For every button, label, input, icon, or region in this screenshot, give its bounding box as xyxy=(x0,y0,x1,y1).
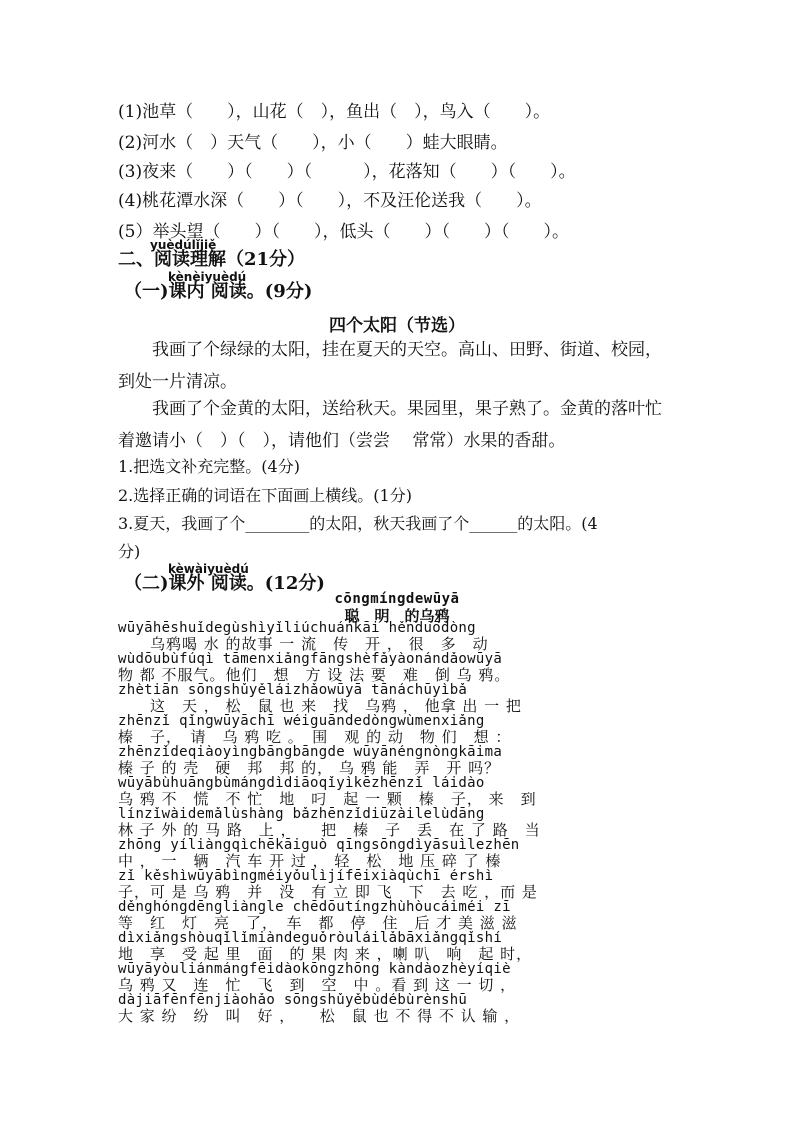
fill-item-3: (3)夜来（ ）（ ）（ ），花落知（ ）（ ）。 xyxy=(118,162,576,182)
story-text-row: 等 红 灯 亮 了， 车 都 停 住 后 才 美 滋 滋 xyxy=(118,915,518,931)
story-pinyin-row: línzǐwàidemǎlùshàng bǎzhēnzǐdiūzàilelùdāng xyxy=(118,807,485,822)
story-pinyin-row: zhēnzǐ qǐngwūyāchī wéiguāndedòngwùmenxiǎng xyxy=(118,714,485,729)
story-text-row: 榛 子 的 壳 硬 邦 邦 的， 乌 鸦 能 弄 开 吗？ xyxy=(118,760,501,776)
story-pinyin-row: zhōng yíliàngqìchēkāiguò qīngsōngdìyāsuìlezhēn xyxy=(118,838,520,853)
story-text-row: 大 家 纷 纷 叫 好 ， 松 鼠 也 不 得 不 认 输 ， xyxy=(118,1008,521,1024)
story-title: 聪 明 的乌鸦 xyxy=(344,607,450,625)
fill-item-2: (2)河水（ ）天气（ ），小（ ）蛙大眼睛。 xyxy=(118,133,508,153)
fill-item-1: (1)池草（ ），山花（ ），鱼出（ ），鸟入（ ）。 xyxy=(118,102,551,122)
question-3-continued: 分) xyxy=(118,542,141,561)
story-text-row: 乌 鸦 又 连 忙 飞 到 空 中 。看 到 这 一 切 ， xyxy=(118,977,517,993)
story-body xyxy=(118,621,678,1024)
story-title-pinyin: cōngmíngdewūyā xyxy=(334,591,460,607)
story-text-row: 林 子 外 的 马 路 上 ， 把 榛 子 丢 在 了 路 当 xyxy=(118,822,541,838)
question-2: 2.选择正确的词语在下面画上横线。(1分) xyxy=(118,486,412,505)
story-pinyin-row: dàjiāfēnfēnjiàohǎo sōngshǔyěbùdébùrènshū xyxy=(118,993,468,1008)
story-text-row: 这 天 ， 松 鼠 也 来 找 乌鸦 ， 他拿 出 一 把 xyxy=(118,698,522,714)
sub2-heading: （二)课外 阅读。(12分) xyxy=(124,573,325,594)
story-pinyin-row: wūyābùhuāngbùmángdìdiāoqǐyìkēzhēnzǐ láidào xyxy=(118,776,485,791)
story-text-row: 乌鸦喝 水 的故事 一 流 传 开 ， 很 多 动 xyxy=(118,636,489,652)
question-3: 3.夏天，我画了个________的太阳，秋天我画了个______的太阳。(4 xyxy=(118,514,598,533)
sub1-pinyin: kènèiyuèdú xyxy=(168,270,247,284)
story-pinyin-row: wùdōubùfúqì tāmenxiǎngfāngshèfǎyàonándǎowūyā xyxy=(118,652,503,667)
sub1-heading: （一)课内 阅读。(9分) xyxy=(124,281,313,302)
passage1-paragraph-1: 我画了个绿绿的太阳，挂在夏天的天空。高山、田野、街道、校园，到处一片清凉。 xyxy=(118,340,662,392)
story-pinyin-row: zhēnzǐdeqiàoyìngbāngbāngde wūyānéngnòngkāima xyxy=(118,745,503,760)
story-text-row: 物 都 不服气。他们 想 方 设 法 要 难 倒 乌 鸦。 xyxy=(118,667,511,683)
story-pinyin-row: wūyāhēshuǐdegùshìyǐliúchuánkāi hěnduōdòng xyxy=(118,621,476,636)
section2-pinyin: yuèdúlǐjiě xyxy=(150,238,217,252)
story-pinyin-row: dìxiǎngshòuqǐlǐmiàndeguǒròuláilǎbāxiǎngqǐshí xyxy=(118,931,503,946)
sub2-pinyin: kèwàiyuèdú xyxy=(168,562,249,576)
story-pinyin-row: zǐ kěshìwūyābìngméiyǒulìjífēixiàqùchī érshì xyxy=(118,869,494,884)
fill-item-4: (4)桃花潭水深（ ）（ ），不及汪伦送我（ ）。 xyxy=(118,191,542,211)
story-text-row: 乌 鸦 不 慌 不 忙 地 叼 起 一 颗 榛 子， 来 到 xyxy=(118,791,537,807)
passage1-paragraph-2: 我画了个金黄的太阳，送给秋天。果园里，果子熟了。金黄的落叶忙着邀请小（ ）（ ），请他们（尝尝 常常）水果的香甜。 xyxy=(118,399,662,451)
fill-item-5: (5）举头望（ ）（ ），低头（ ）（ ）（ ）。 xyxy=(118,222,569,242)
passage1-title: 四个太阳（节选） xyxy=(329,316,465,336)
story-text-row: 榛 子， 请 乌 鸦 吃 。 围 观 的 动 物 们 想 ： xyxy=(118,729,512,745)
section2-heading: 二、阅读理解（21分） xyxy=(118,249,306,270)
story-text-row: 子，可 是 乌 鸦 并 没 有 立 即 飞 下 去 吃 ，而 是 xyxy=(118,884,538,900)
story-pinyin-row: děnghóngdēngliàngle chēdōutíngzhùhòucáiméi zī xyxy=(118,900,511,915)
question-1: 1.把选文补充完整。(4分) xyxy=(118,457,300,476)
story-pinyin-row: zhètiān sōngshǔyěláizhǎowūyā tānáchūyìbǎ xyxy=(118,683,468,698)
story-text-row: 地 享 受 起 里 面 的 果 肉 来 ，喇 叭 响 起 时， xyxy=(118,946,533,962)
story-pinyin-row: wūyāyòuliánmángfēidàokōngzhōng kàndàozhèyíqiè xyxy=(118,962,511,977)
story-text-row: 中 ， 一 辆 汽 车 开 过 ， 轻 松 地 压 碎 了 榛 xyxy=(118,853,502,869)
